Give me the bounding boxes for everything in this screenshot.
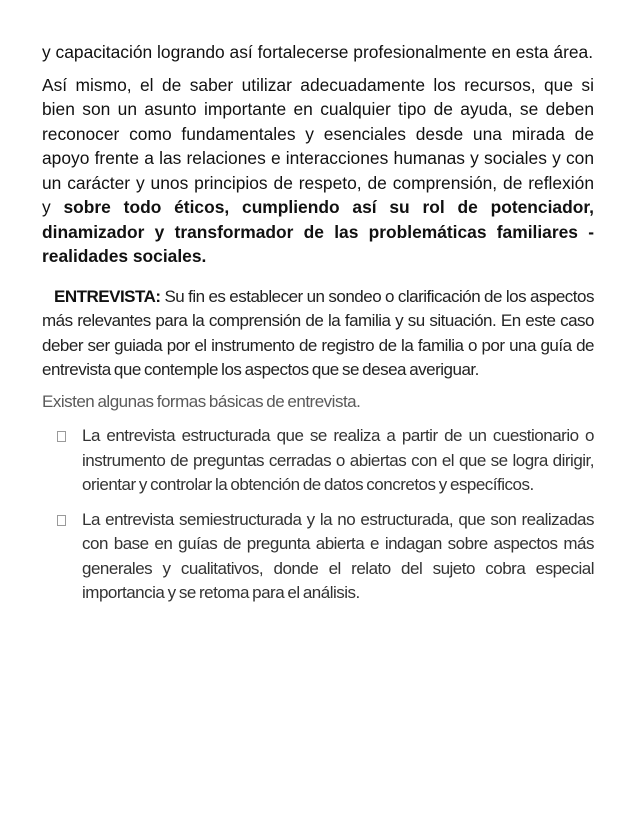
bullet-box-icon [57, 515, 66, 526]
interview-types-list [42, 424, 594, 606]
entrevista-text: Su fin es establecer un sondeo o clarificación de los aspectos más relevantes para la comprensión de la familia y su situación. En este caso deber ser guiada por el instrumento de registro de la familia o por una guía de entrevista que contemple los aspectos que se desea averiguar. [42, 286, 594, 379]
paragraph-entrevista [42, 285, 594, 383]
paragraph-continuation: y capacitación logrando así fortalecerse profesionalmente en esta área. [42, 42, 594, 62]
list-item [42, 424, 594, 498]
paragraph-recursos [42, 73, 594, 269]
paragraph-recursos-bold-text: sobre todo éticos, cumpliendo así su rol de potenciador, dinamizador y transformador de las problemáticas familiares - realidades sociales. [42, 197, 594, 266]
bullet-box-icon [57, 431, 66, 442]
list-item [42, 508, 594, 606]
list-item-text: La entrevista semiestructurada y la no estructurada, que son realizadas con base en guías de pregunta abierta e indagan sobre aspectos más generales y cualitativos, donde el relato del sujeto cobra especial importancia y se retoma para el análisis. [82, 509, 594, 602]
list-item-text: La entrevista estructurada que se realiza a partir de un cuestionario o instrumento de preguntas cerradas o abiertas con el que se logra dirigir, orientar y controlar la obtención de datos concretos y específicos. [82, 426, 594, 494]
paragraph-recursos-text: Así mismo, el de saber utilizar adecuadamente los recursos, que si bien son un asunto importante en cualquier tipo de ayuda, se deben reconocer como fundamentales y esenciales desde una mirada de apoyo frente a las relaciones e interacciones humanas y sociales y con un carácter y unos principios de respeto, de comprensión, de reflexión y [42, 74, 594, 217]
document-page [42, 40, 594, 616]
entrevista-heading: ENTREVISTA: [54, 286, 161, 306]
paragraph-intro-formas: Existen algunas formas básicas de entrevista. [42, 391, 361, 411]
